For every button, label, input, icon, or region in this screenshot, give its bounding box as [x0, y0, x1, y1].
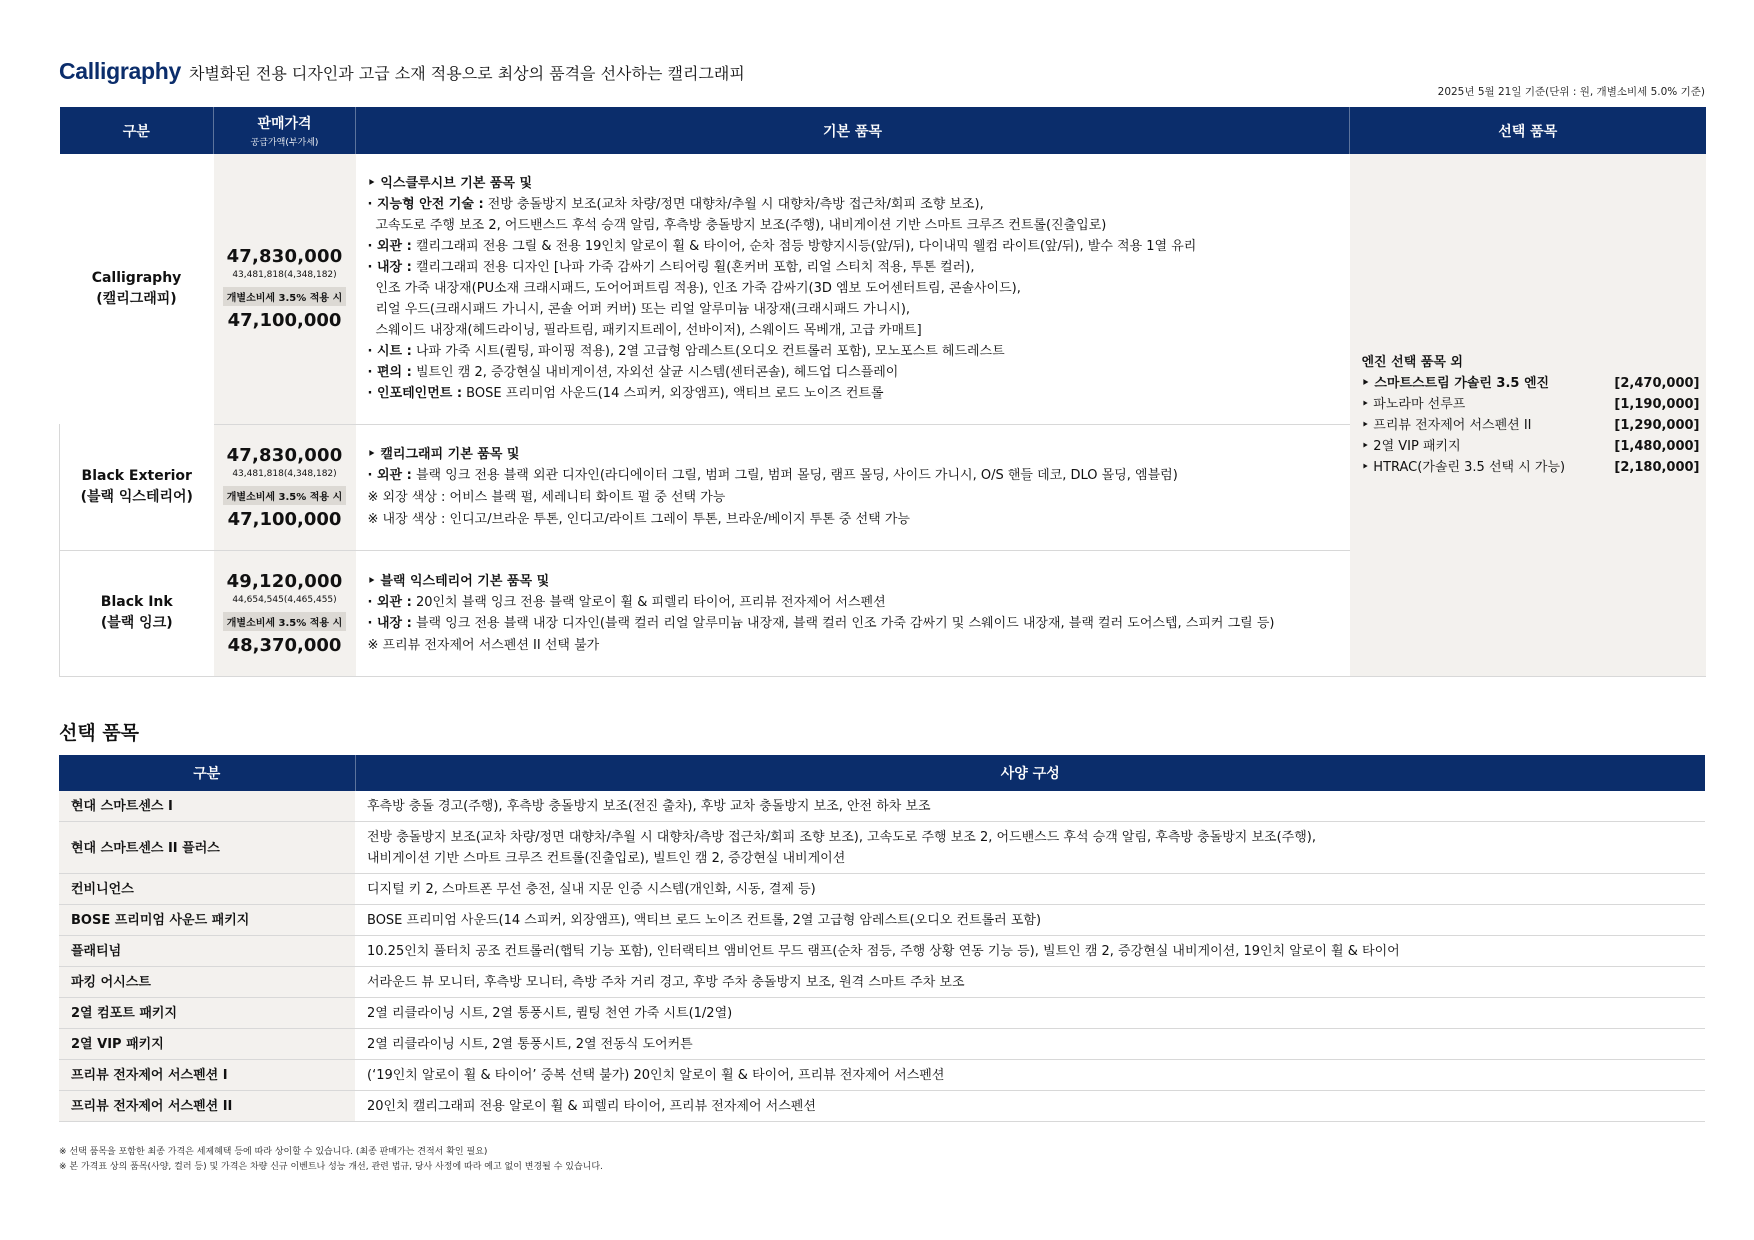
option-item-name: ‣ 프리뷰 전자제어 서스펜션 II [1361, 417, 1532, 433]
option-spec-line: 2열 리클라이닝 시트, 2열 통풍시트, 2열 전동식 도어커튼 [367, 1037, 693, 1052]
option-name: 프리뷰 전자제어 서스펜션 II [59, 1091, 355, 1122]
option-name: BOSE 프리미엄 사운드 패키지 [59, 905, 355, 936]
price-cell [214, 550, 356, 676]
footnote-line: ※ 선택 품목을 포함한 최종 가격은 세제혜택 등에 따라 상이할 수 있습니다. (최종 판매가는 견적서 확인 필요) [59, 1147, 488, 1157]
option-item-price: [2,470,000] [1614, 375, 1700, 391]
basic-item-line [368, 341, 1340, 362]
option-name: 2열 컴포트 패키지 [59, 998, 355, 1029]
footnotes [59, 1145, 603, 1175]
option-item-name: ‣ 파노라마 선루프 [1361, 396, 1466, 412]
option-spec [355, 874, 1705, 905]
option-spec [355, 1060, 1705, 1091]
basic-item-label: · 편의 : [367, 365, 412, 381]
option-item-name: ‣ 2열 VIP 패키지 [1361, 438, 1461, 454]
option-item-name: ‣ HTRAC(가솔린 3.5 선택 시 가능) [1361, 459, 1566, 475]
basic-item-label: · 지능형 안전 기술 : [367, 197, 484, 213]
option-table [59, 755, 1705, 1122]
option-row [59, 874, 1705, 905]
tax-badge: 개별소비세 3.5% 적용 시 [223, 612, 346, 631]
option-section-title: 선택 품목 [59, 722, 140, 744]
option-spec [355, 998, 1705, 1029]
basic-item-continuation: 스웨이드 내장재(헤드라이닝, 필라트림, 패키지트레이, 선바이저), 스웨이드 목베개, 고급 카매트] [375, 323, 922, 339]
option-name: 플래티넘 [59, 936, 355, 967]
option-spec [355, 1029, 1705, 1060]
option-spec [355, 905, 1705, 936]
basic-items-heading: ‣ 블랙 익스테리어 기본 품목 및 [367, 573, 550, 589]
basic-item-text: 빌트인 캠 2, 증강현실 내비게이션, 자외선 살균 시스템(센터콘솔), 헤드업 디스플레이 [411, 365, 899, 381]
basic-item-text: 20인치 블랙 잉크 전용 블랙 알로이 휠 & 피렐리 타이어, 프리뷰 전자제어 서스펜션 [411, 594, 886, 610]
sale-price: 49,120,000 [226, 570, 343, 592]
option-spec [355, 822, 1705, 874]
col-header-option: 선택 품목 [1350, 107, 1706, 154]
price-basis-note: 2025년 5월 21일 기준(단위 : 원, 개별소비세 5.0% 기준) [1437, 86, 1705, 98]
tax-badge: 개별소비세 3.5% 적용 시 [223, 287, 346, 306]
sale-price-tax-reduced: 47,100,000 [227, 310, 342, 332]
option-item [1362, 415, 1700, 436]
trim-name: Black Ink [100, 594, 173, 610]
basic-item-label: · 외관 : [367, 468, 412, 483]
option-spec-line: 2열 리클라이닝 시트, 2열 통풍시트, 퀼팅 천연 가죽 시트(1/2열) [367, 1006, 733, 1021]
supply-price: 44,654,545(4,465,455) [232, 594, 337, 605]
basic-item-text: 블랙 잉크 전용 블랙 외관 디자인(라디에이터 그릴, 범퍼 그릴, 범퍼 몰딩, 램프 몰딩, 사이드 가니시, O/S 핸들 데코, DLO 몰딩, 엠블럼) [411, 468, 1178, 483]
trim-name-cell [60, 154, 214, 424]
basic-items-cell [356, 154, 1350, 424]
supply-price: 43,481,818(4,348,182) [232, 468, 337, 479]
col-header-group: 구분 [60, 107, 214, 154]
sale-price: 47,830,000 [226, 444, 343, 466]
page-title-row [59, 58, 745, 85]
sale-price-tax-reduced: 48,370,000 [227, 634, 342, 656]
basic-item-label: · 내장 : [367, 260, 412, 276]
option-items-cell [1350, 154, 1706, 676]
option-item-name: ‣ 스마트스트림 가솔린 3.5 엔진 [1361, 375, 1550, 391]
trim-name: Black Exterior [81, 467, 192, 484]
option-spec-line: 20인치 캘리그래피 전용 알로이 휠 & 피렐리 타이어, 프리뷰 전자제어 서스펜션 [367, 1099, 816, 1114]
option-item-price: [1,190,000] [1614, 396, 1700, 412]
basic-item-continuation: 고속도로 주행 보조 2, 어드밴스드 후석 승객 알림, 후측방 충돌방지 보조(주행), 내비게이션 기반 스마트 크루즈 컨트롤(진출입로) [375, 218, 1107, 234]
trim-name-cell [60, 550, 214, 676]
option-row [59, 998, 1705, 1029]
trim-name-korean: (블랙 잉크) [100, 615, 173, 631]
price-cell [214, 424, 356, 550]
basic-item-line [368, 194, 1340, 215]
basic-item-label: · 인포테인먼트 : [367, 386, 463, 402]
basic-item-line [368, 257, 1340, 278]
option-row [59, 936, 1705, 967]
option-item-price: [1,290,000] [1614, 417, 1700, 433]
basic-item-text: 전방 충돌방지 보조(교차 차량/정면 대향차/추월 시 대향차/측방 접근차/회피 조향 보조), [483, 197, 984, 213]
option-name: 현대 스마트센스 I [59, 791, 355, 822]
option-name: 프리뷰 전자제어 서스펜션 I [59, 1060, 355, 1091]
option-item-price: [1,480,000] [1614, 438, 1700, 454]
option-spec-line: 후측방 충돌 경고(주행), 후측방 충돌방지 보조(전진 출차), 후방 교차 충돌방지 보조, 안전 하차 보조 [367, 799, 931, 814]
supply-price: 43,481,818(4,348,182) [232, 270, 337, 281]
basic-items-cell [356, 424, 1350, 550]
option-spec-line: BOSE 프리미엄 사운드(14 스피커, 외장앰프), 액티브 로드 노이즈 컨트롤, 2열 고급형 암레스트(오디오 컨트롤러 포함) [367, 913, 1042, 928]
basic-item-line [368, 362, 1340, 383]
option-row [59, 791, 1705, 822]
basic-item-line [368, 592, 1340, 613]
option-intro: 엔진 선택 품목 외 [1361, 354, 1463, 370]
option-item [1362, 373, 1700, 394]
sale-price: 47,830,000 [226, 246, 343, 268]
option-item [1362, 457, 1700, 478]
option-spec [355, 791, 1705, 822]
basic-item-label: · 내장 : [367, 615, 412, 631]
option-row [59, 1091, 1705, 1122]
footnote-line: ※ 본 가격표 상의 품목(사양, 컬러 등) 및 가격은 차량 신규 이벤트나 성능 개선, 관련 법규, 당사 사정에 따라 예고 없이 변경될 수 있습니다. [59, 1162, 603, 1172]
option-item [1362, 394, 1700, 415]
option-row [59, 905, 1705, 936]
basic-item-line [368, 383, 1340, 404]
trim-name-korean: (캘리그래피) [96, 291, 177, 307]
option-item-price: [2,180,000] [1614, 459, 1700, 475]
basic-item-line [368, 465, 1340, 486]
trim-description: 차별화된 전용 디자인과 고급 소재 적용으로 최상의 품격을 선사하는 캘리그래피 [188, 64, 745, 83]
option-name: 파킹 어시스트 [59, 967, 355, 998]
basic-item-text: 캘리그래피 전용 디자인 [나파 가죽 감싸기 스티어링 휠(혼커버 포함, 리얼 스티치 적용, 투톤 컬러), [411, 260, 975, 276]
basic-item-text: BOSE 프리미엄 사운드(14 스피커, 외장앰프), 액티브 로드 노이즈 컨트롤 [462, 386, 884, 402]
trim-name: Calligraphy [91, 270, 182, 286]
option-row [59, 822, 1705, 874]
basic-items-heading: ‣ 익스클루시브 기본 품목 및 [367, 176, 533, 192]
option-spec-line: 디지털 키 2, 스마트폰 무선 충전, 실내 지문 인증 시스템(개인화, 시동, 결제 등) [367, 882, 816, 897]
option-spec [355, 936, 1705, 967]
basic-item-note: ※ 프리뷰 전자제어 서스펜션 II 선택 불가 [367, 637, 600, 653]
basic-item-line [368, 613, 1340, 634]
basic-item-text: 블랙 잉크 전용 블랙 내장 디자인(블랙 컬러 리얼 알루미늄 내장재, 블랙 컬러 인조 가죽 감싸기 및 스웨이드 내장재, 블랙 컬러 도어스텝, 스피커 그릴 등) [411, 615, 1275, 631]
price-cell [214, 154, 356, 424]
option-spec-line: 10.25인치 풀터치 공조 컨트롤러(햅틱 기능 포함), 인터랙티브 앰비언트 무드 램프(순차 점등, 주행 상황 연동 기능 등), 빌트인 캠 2, 증강현실 내비게이션, 19인치 알로이 휠 & 타이어 [367, 944, 1400, 959]
option-name: 2열 VIP 패키지 [59, 1029, 355, 1060]
basic-item-label: · 외관 : [367, 239, 412, 255]
option-spec [355, 967, 1705, 998]
basic-item-note: ※ 내장 색상 : 인디고/브라운 투톤, 인디고/라이트 그레이 투톤, 브라운/베이지 투톤 중 선택 가능 [367, 512, 910, 527]
option-name: 현대 스마트센스 II 플러스 [59, 822, 355, 874]
col-header-price: 판매가격 공급가액(부가세) [214, 107, 356, 154]
basic-item-note: ※ 외장 색상 : 어비스 블랙 펄, 세레니티 화이트 펄 중 선택 가능 [367, 490, 726, 505]
option-spec [355, 1091, 1705, 1122]
trim-name-cell [60, 424, 214, 550]
option-spec-line: 서라운드 뷰 모니터, 후측방 모니터, 측방 주차 거리 경고, 후방 주차 충돌방지 보조, 원격 스마트 주차 보조 [367, 975, 965, 990]
basic-item-continuation: 리얼 우드(크래시패드 가니시, 콘솔 어퍼 커버) 또는 리얼 알루미늄 내장재(크래시패드 가니시), [375, 302, 911, 318]
option-row [59, 1029, 1705, 1060]
basic-items-heading: ‣ 캘리그래피 기본 품목 및 [367, 447, 520, 462]
option-spec-line: 내비게이션 기반 스마트 크루즈 컨트롤(진출입로), 빌트인 캠 2, 증강현실 내비게이션 [367, 851, 846, 866]
trim-row [60, 154, 1706, 424]
basic-items-cell [356, 550, 1350, 676]
basic-item-text: 나파 가죽 시트(퀼팅, 파이핑 적용), 2열 고급형 암레스트(오디오 컨트롤러 포함), 모노포스트 헤드레스트 [411, 344, 1005, 360]
basic-item-label: · 외관 : [367, 594, 412, 610]
basic-item-continuation: 인조 가죽 내장재(PU소재 크래시패드, 도어어퍼트림 적용), 인조 가죽 감싸기(3D 엠보 도어센터트림, 콘솔사이드), [375, 281, 1021, 297]
col-header-basic: 기본 품목 [356, 107, 1350, 154]
trim-name-korean: (블랙 익스테리어) [80, 488, 193, 505]
sale-price-tax-reduced: 47,100,000 [227, 508, 342, 530]
trim-brand-title: Calligraphy [59, 58, 181, 84]
basic-item-text: 캘리그래피 전용 그릴 & 전용 19인치 알로이 휠 & 타이어, 순차 점등 방향지시등(앞/뒤), 다이내믹 웰컴 라이트(앞/뒤), 발수 적용 1열 유리 [411, 239, 1197, 255]
option-col-header-spec: 사양 구성 [355, 755, 1705, 791]
price-table [59, 107, 1706, 677]
option-spec-line: 전방 충돌방지 보조(교차 차량/정면 대향차/추월 시 대향차/측방 접근차/회피 조향 보조), 고속도로 주행 보조 2, 어드밴스드 후석 승객 알림, 후측방 충돌방지 보조(주행), [367, 830, 1316, 845]
option-row [59, 1060, 1705, 1091]
option-spec-line: (‘19인치 알로이 휠 & 타이어’ 중복 선택 불가) 20인치 알로이 휠 & 타이어, 프리뷰 전자제어 서스펜션 [367, 1068, 945, 1083]
option-item [1362, 436, 1700, 457]
basic-item-line [368, 236, 1340, 257]
option-name: 컨비니언스 [59, 874, 355, 905]
tax-badge: 개별소비세 3.5% 적용 시 [223, 486, 346, 505]
basic-item-label: · 시트 : [367, 344, 412, 360]
option-row [59, 967, 1705, 998]
option-col-header-group: 구분 [59, 755, 355, 791]
